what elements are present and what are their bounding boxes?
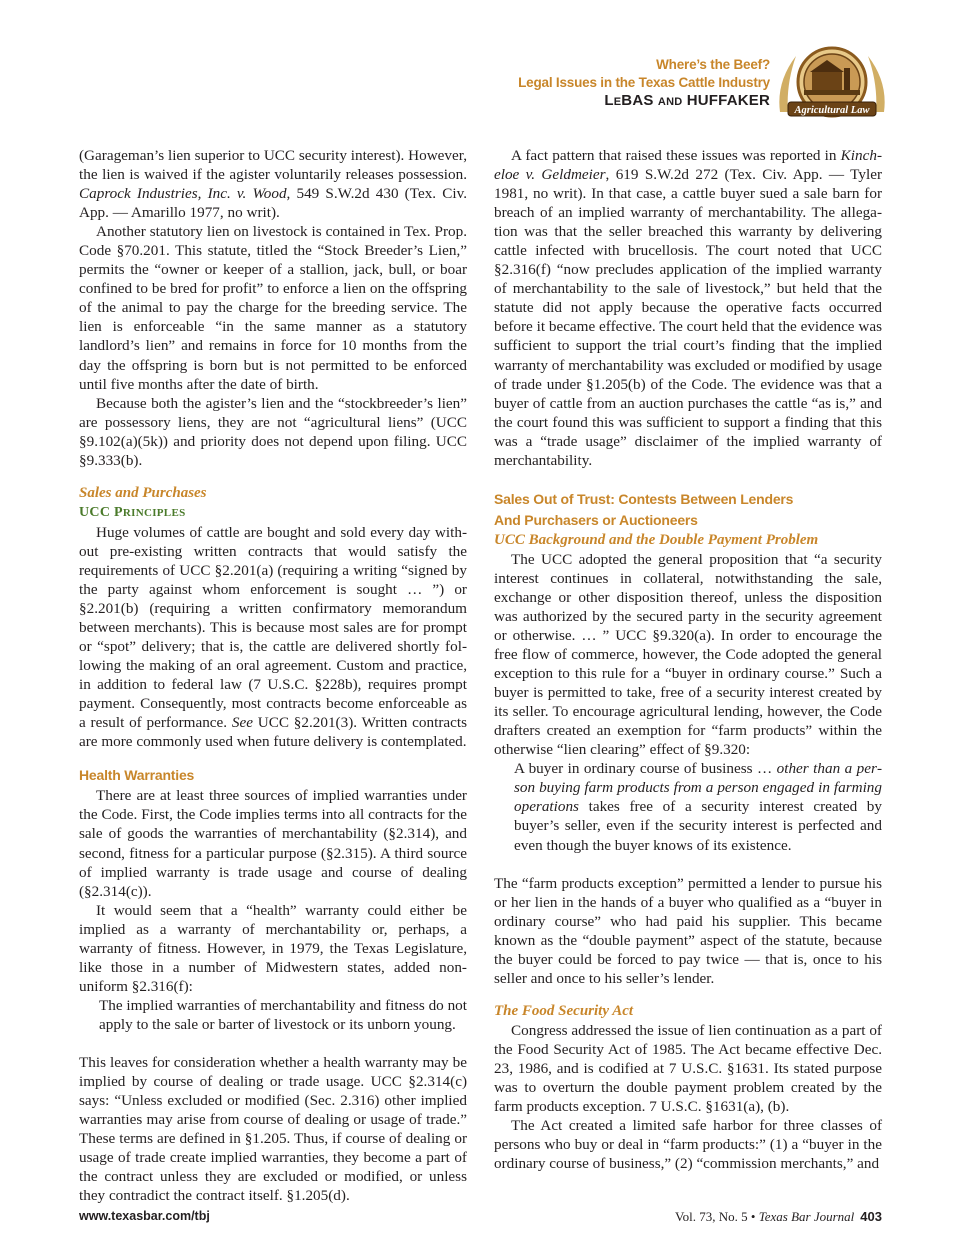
website-link[interactable]: www.texasbar.com/tbj: [79, 1209, 210, 1223]
running-header: [518, 56, 770, 111]
paragraph: Huge volumes of cattle are bought and sold every day without pre-existing written contracts that would satisfy the requirements of UCC §2.201(a) (requiring a writing “signed by the party against whom enforcement is sought … ”) or §2.201(b) (requiring a written confirmatory memorandum between merchants). This is because most sales are for prompt or “spot” delivery; that is, the cattle are delivered shortly following the making of an oral agreement. Custom and practice, in addition to federal law (7 U.S.C. §228b), requires prompt payment. Consequently, most contracts become enforceable as a result of performance. See UCC §2.201(3). Written contracts are more commonly used when future delivery is contemplated.: [79, 523, 467, 751]
paragraph: This leaves for consideration whether a health warranty may be implied by course of dealing or trade usage. UCC §2.314(c) says: “Unless excluded or modified (Sec. 2.316) other implied warranties may arise from course of dealing or usage of trade.” These terms are defined in §1.205. Thus, if course of dealing or usage of trade create implied warranties, they become a part of the contract unless they are excluded or modified, or unless they contradict the contract itself. §1.205(d).: [79, 1053, 467, 1205]
paragraph: A fact pattern that raised these issues was reported in Kincheloe v. Geldmeier, 619 S.W.2d 272 (Tex. Civ. App. — Tyler 1981, no writ). In that case, a cattle buyer sued a sale barn for breach of an implied warranty of merchantability. The allegation was that the seller breached this warranty by delivering cattle infected with brucellosis. The court noted that UCC §2.316(f) “now precludes application of the implied warranty of merchantability to the sale of livestock,” but held that the statute did not apply because the operative facts occurred before it became effective. The court held that the evidence was sufficient to support the trial court’s finding that the implied warranty of merchantability was excluded or modified by usage of trade under §1.205(b) of the Code. The evidence was that a buyer of cattle from an auction purchases the cattle “as is,” and the court found this was sufficient to support a finding that this was a “trade usage” disclaimer of the implied warranty of merchantability.: [494, 147, 882, 469]
paragraph: It would seem that a “health” warranty could either be implied as a warranty of merchantability or, perhaps, a warranty of fitness. However, in 1979, the Texas Legislature, like those in a number of Midwestern states, added non-uniform §2.316(f):: [79, 901, 467, 995]
article-authors: LEBAS AND HUFFAKER: [604, 92, 770, 109]
paragraph: Because both the agister’s lien and the “stockbreeder’s lien” are possessory liens, they are not “agricultural liens” (UCC §9.102(a)(5k)) and priority does not depend upon filing. UCC §9.333(b).: [79, 394, 467, 469]
issue-info: Vol. 73, No. 5 • Texas Bar Journal 403: [674, 1209, 882, 1224]
section-heading-sales: Sales and Purchases: [79, 484, 207, 501]
section-heading-sales-out-of-trust-cont: And Purchasers or Auctioneers: [494, 511, 698, 528]
article-title: Where’s the Beef?: [656, 57, 770, 72]
subheading-ucc-principles: UCC PRINCIPLES: [79, 504, 186, 520]
paragraph: There are at least three sources of implied warranties under the Code. First, the Code implies terms into all contracts for the sale of goods the warranties of merchantability (§2.314), and second, fitness for a particular purpose (§2.315). A third source of implied warranty is trade usage and course of dealing (§2.314(c)).: [79, 787, 467, 900]
block-quote: The implied warranties of merchantability and fitness do not apply to the sale or barter of livestock or its unborn young.: [99, 996, 467, 1033]
paragraph: (Garageman’s lien superior to UCC security interest). However, the lien is waived if the agister voluntarily releases possession. Caprock Industries, Inc. v. Wood, 549 S.W.2d 430 (Tex. Civ. App. — Amarillo 1977, no writ).: [79, 147, 467, 222]
left-column: [79, 146, 467, 1205]
page-number: 403: [860, 1209, 882, 1224]
block-quote: A buyer in ordinary course of business … other than a person buying farm products from a person engaged in farming operations takes free of a security interest created by buyer’s seller, even if the security interest is perfected and even though the buyer knows of its existence.: [514, 760, 882, 854]
paragraph: The Act created a limited safe harbor for three classes of persons who buy or deal in “farm products:” (1) a “buyer in the ordinary course of business,” (2) “commission merchants,” and: [494, 1117, 882, 1173]
page-footer: [79, 1209, 882, 1227]
section-heading-food-security-act: The Food Security Act: [494, 1002, 634, 1019]
paragraph: Another statutory lien on livestock is contained in Tex. Prop. Code §70.201. This statute, titled the “Stock Breeder’s Lien,” permits the “owner or keeper of a stallion, jack, bull, or boar confined to be bred for profit” to enforce a lien on the offspring of the animal to pay the charge for the breeding service. The lien is enforceable “in the same manner as a statutory landlord’s lien” and remains in force for 10 months from the day the offspring is born but is not permitted to be enforced until five months after the date of birth.: [79, 223, 467, 393]
subheading-ucc-background: UCC Background and the Double Payment Problem: [494, 531, 819, 548]
paragraph: Congress addressed the issue of lien continuation as a part of the Food Security Act of 1985. The Act became effective Dec. 23, 1986, and is codified at 7 U.S.C. §1631. Its stated purpose was to overturn the double payment problem created by the farm products exception. 7 U.S.C. §1631(a), (b).: [494, 1021, 882, 1116]
section-heading-health-warranties: Health Warranties: [79, 767, 195, 784]
section-heading-sales-out-of-trust: Sales Out of Trust: Contests Between Lenders: [494, 490, 794, 507]
agricultural-law-logo: [774, 42, 890, 126]
paragraph: The “farm products exception” permitted a lender to pursue his or her lien in the hands of a buyer who qualified as a “buyer in ordinary course” who had paid his supplier. This became known as the “double payment” aspect of the statute, because the buyer could be forced to pay twice — that is, once to his seller and once to his seller’s lender.: [494, 874, 882, 987]
paragraph: The UCC adopted the general proposition that “a security interest continues in collateral, notwithstanding the sale, exchange or other disposition thereof, unless the disposition was authorized by the secured party in the security agreement or otherwise. … ” UCC §9.320(a). In order to encourage the free flow of commerce, however, the Code adopted the general exception to this rule for a “buyer in ordinary course.” Such a buyer is permitted to take, free of a security interest created by its seller. To encourage agricultural lending, however, the Code drafters created an exemption for “farm products” within the otherwise “lien clearing” effect of §9.320:: [494, 550, 882, 759]
article-subtitle: Legal Issues in the Texas Cattle Industry: [518, 75, 770, 90]
logo-label: Agricultural Law: [794, 105, 870, 116]
right-column: [494, 146, 882, 1173]
